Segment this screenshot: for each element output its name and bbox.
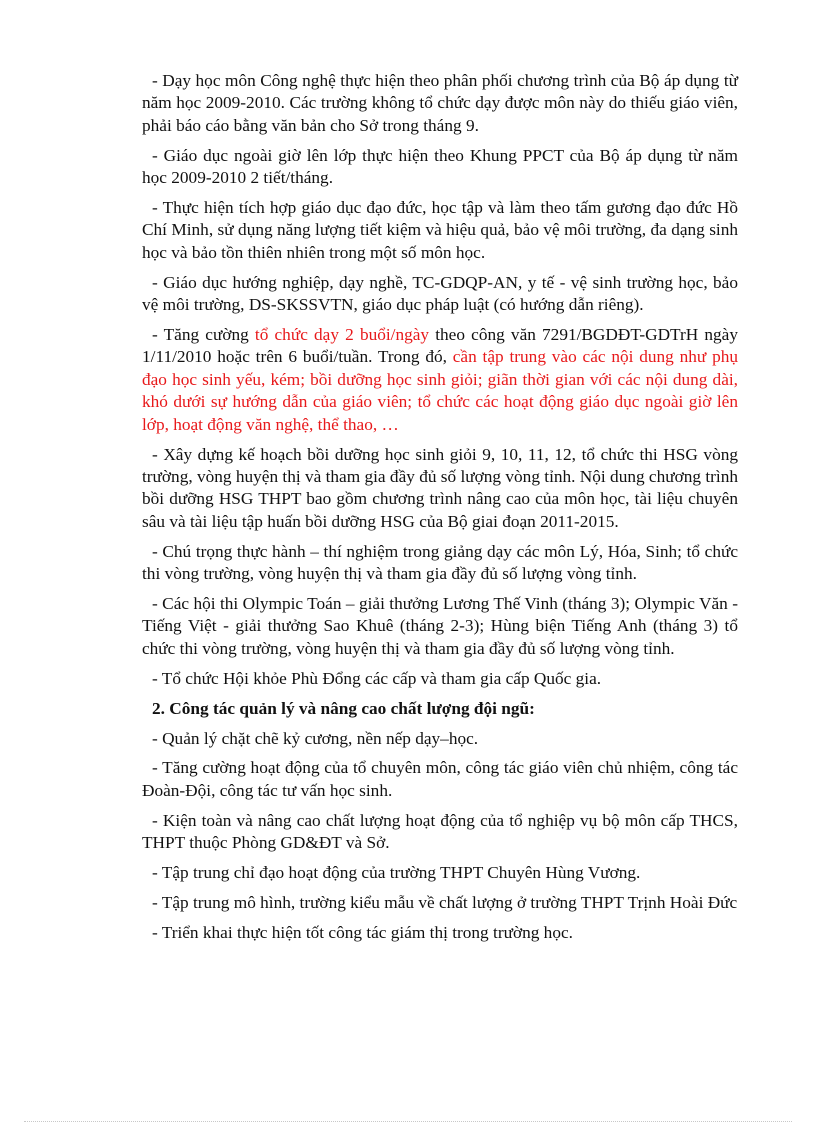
paragraph-ky-cuong — [142, 728, 738, 750]
paragraph-text: - Các hội thi Olympic Toán – giải thưởng Lương Thế Vinh (tháng 3); Olympic Văn - Tiếng Việt - giải thưởng Sao Khuê (tháng 2-3); Hùng biện Tiếng Anh (tháng 3) tổ chức thi vòng trường, vòng huyện thị và tham gia đầy đủ số lượng vòng tỉnh. — [142, 594, 738, 658]
paragraph-text: - Tăng cường — [152, 325, 255, 345]
paragraph-text: - Triển khai thực hiện tốt công tác giám thị trong trường học. — [152, 922, 573, 942]
paragraph-text: - Quản lý chặt chẽ kỷ cương, nền nếp dạy–học. — [152, 728, 479, 748]
paragraph-hoi-thi-olympic — [142, 593, 738, 660]
paragraph-boi-duong-hsg — [142, 444, 738, 534]
paragraph-cong-nghe — [142, 70, 738, 137]
paragraph-text: - Giáo dục ngoài giờ lên lớp thực hiện theo Khung PPCT của Bộ áp dụng từ năm học 2009-2010 2 tiết/tháng. — [142, 145, 738, 188]
paragraph-to-nghiep-vu — [142, 810, 738, 855]
paragraph-text: - Tổ chức Hội khỏe Phù Đổng các cấp và tham gia cấp Quốc gia. — [152, 668, 602, 688]
highlighted-text: cần tập trung vào các nội dung như phụ đạo học sinh yếu, kém; bồi dưỡng học sinh giỏi; giãn thời gian với các nội dung dài, khó dưới sự hướng dẫn của giáo viên; tổ chức các hoạt động giáo dục ngoài giờ lên lớp, hoạt động văn nghệ, thể thao, … — [142, 347, 738, 434]
paragraph-text: - Kiện toàn và nâng cao chất lượng hoạt động của tổ nghiệp vụ bộ môn cấp THCS, THPT thuộc Phòng GD&ĐT và Sở. — [142, 810, 738, 853]
heading-text: 2. Công tác quản lý và nâng cao chất lượng đội ngũ: — [152, 698, 535, 718]
document-page — [142, 70, 738, 952]
paragraph-giam-thi — [142, 922, 738, 944]
paragraph-text: - Tập trung chỉ đạo hoạt động của trường THPT Chuyên Hùng Vương. — [152, 863, 641, 883]
paragraph-hoi-khoe-phu-dong — [142, 668, 738, 690]
paragraph-day-2-buoi — [142, 324, 738, 436]
paragraph-text: - Thực hiện tích hợp giáo dục đạo đức, học tập và làm theo tấm gương đạo đức Hồ Chí Minh, sử dụng năng lượng tiết kiệm và hiệu quả, bảo vệ môi trường, đa dạng sinh học và bảo tồn thiên nhiên trong một số môn học. — [142, 198, 738, 262]
paragraph-thuc-hanh-thi-nghiem — [142, 541, 738, 586]
paragraph-text: - Giáo dục hướng nghiệp, dạy nghề, TC-GDQP-AN, y tế - vệ sinh trường học, bảo vệ môi trường, DS-SKSSVTN, giáo dục pháp luật (có hướng dẫn riêng). — [142, 272, 738, 315]
paragraph-tich-hop-giao-duc — [142, 197, 738, 264]
paragraph-text: - Dạy học môn Công nghệ thực hiện theo phân phối chương trình của Bộ áp dụng từ năm học 2009-2010. Các trường không tổ chức dạy được môn này do thiếu giáo viên, phải báo cáo bằng văn bản cho Sở trong tháng 9. — [142, 71, 738, 135]
paragraph-text: - Xây dựng kế hoạch bồi dưỡng học sinh giỏi 9, 10, 11, 12, tổ chức thi HSG vòng trường, vòng huyện thị và tham gia đầy đủ số lượng vòng tỉnh. Nội dung chương trình bồi dưỡng HSG THPT bao gồm chương trình nâng cao của môn học, tài liệu chuyên sâu và tài liệu tập huấn bồi dưỡng HSG của Bộ giai đoạn 2011-2015. — [142, 444, 738, 531]
paragraph-text: - Tập trung mô hình, trường kiểu mẫu về chất lượng ở trường THPT Trịnh Hoài Đức — [152, 893, 738, 912]
page-bottom-divider — [24, 1121, 792, 1122]
paragraph-huong-nghiep — [142, 272, 738, 317]
paragraph-text: - Tăng cường hoạt động của tổ chuyên môn, công tác giáo viên chủ nhiệm, công tác Đoàn-Đội, công tác tư vấn học sinh. — [142, 758, 738, 800]
paragraph-truong-kieu-mau — [142, 892, 738, 914]
paragraph-to-chuyen-mon — [142, 757, 738, 802]
highlighted-text: tổ chức dạy 2 buổi/ngày — [254, 325, 430, 345]
paragraph-text: - Chú trọng thực hành – thí nghiệm trong giảng dạy các môn Lý, Hóa, Sinh; tổ chức thi vòng trường, vòng huyện thị và tham gia đầy đủ số lượng vòng tỉnh. — [142, 541, 738, 584]
paragraph-text: theo công văn 7291/BGDĐT-GDTrH ngày 1/11/2010 hoặc trên 6 buổi/tuần. Trong đó, — [142, 325, 738, 367]
section-heading — [142, 698, 738, 720]
paragraph-chuyen-hung-vuong — [142, 862, 738, 884]
paragraph-ngoai-gio-len-lop — [142, 145, 738, 190]
